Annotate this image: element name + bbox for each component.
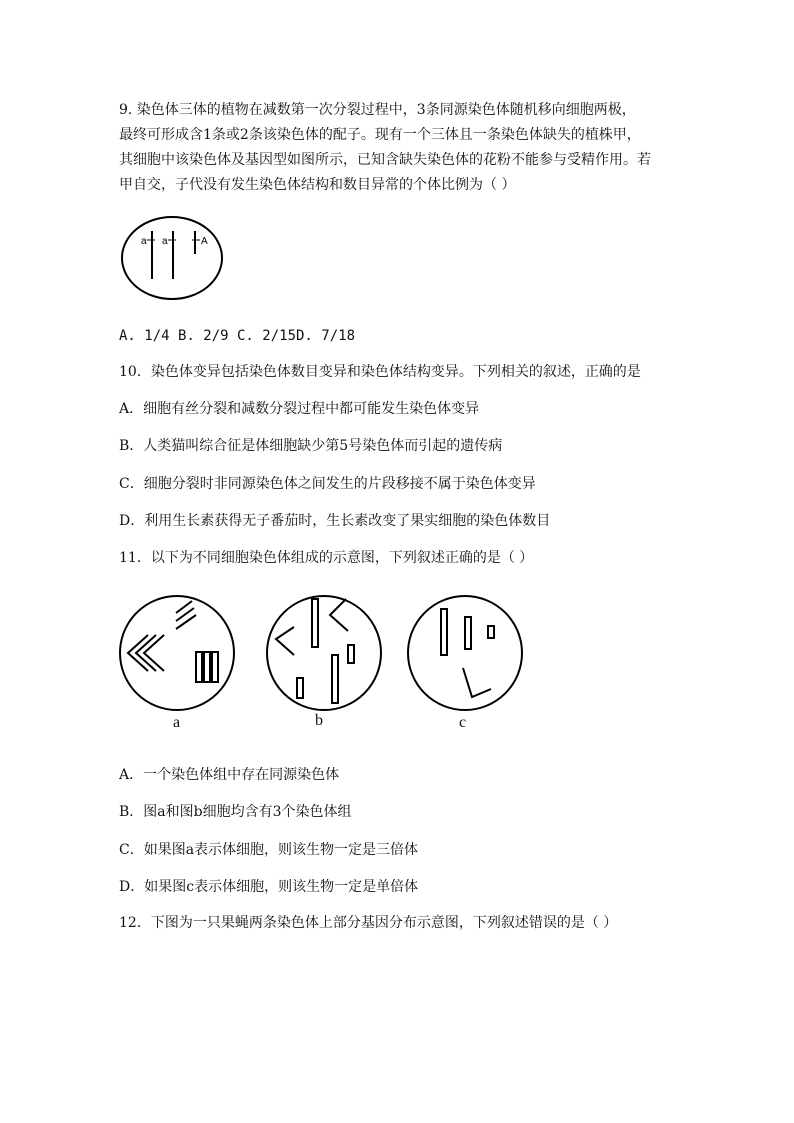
q9-stem-line-1: 9. 染色体三体的植物在减数第一次分裂过程中，3条同源染色体随机移向细胞两极， xyxy=(119,102,636,118)
q10-option-b: B．人类猫叫综合征是体细胞缺少第5号染色体而引起的遗传病 xyxy=(119,438,503,454)
q9-options: A. 1/4 B. 2/9 C. 2/15D. 7/18 xyxy=(119,328,356,344)
gene-label-A: A xyxy=(201,236,208,247)
q11-option-d: D．如果图c表示体细胞，则该生物一定是单倍体 xyxy=(119,879,419,895)
q9-chromosome-figure xyxy=(118,214,228,304)
q11-option-a: A．一个染色体组中存在同源染色体 xyxy=(119,767,340,783)
q11-option-b: B．图a和图b细胞均含有3个染色体组 xyxy=(119,804,352,820)
gene-label-a1: a xyxy=(141,236,147,247)
q9-stem-line-3: 其细胞中该染色体及基因型如图所示，已知含缺失染色体的花粉不能参与受精作用。若 xyxy=(119,152,651,168)
q9-stem-line-4: 甲自交，子代没有发生染色体结构和数目异常的个体比例为（ ） xyxy=(119,177,516,193)
q11-stem: 11．以下为不同细胞染色体组成的示意图，下列叙述正确的是（ ） xyxy=(119,550,534,566)
q11-cell-c xyxy=(406,593,526,713)
q10-option-d: D．利用生长素获得无子番茄时，生长素改变了果实细胞的染色体数目 xyxy=(119,513,551,529)
q11-cell-a xyxy=(118,593,238,713)
q10-option-c: C．细胞分裂时非同源染色体之间发生的片段移接不属于染色体变异 xyxy=(119,476,536,492)
q12-stem: 12．下图为一只果蝇两条染色体上部分基因分布示意图，下列叙述错误的是（ ） xyxy=(119,915,618,931)
q9-stem-line-2: 最终可形成含1条或2条该染色体的配子。现有一个三体且一条染色体缺失的植株甲， xyxy=(119,127,641,143)
q10-stem: 10．染色体变异包括染色体数目变异和染色体结构变异。下列相关的叙述，正确的是 xyxy=(119,364,641,380)
q11-cell-b-label: b xyxy=(315,712,323,729)
q11-cell-a-label: a xyxy=(173,714,181,731)
gene-label-a2: a xyxy=(162,236,168,247)
q11-option-c: C．如果图a表示体细胞，则该生物一定是三倍体 xyxy=(119,842,419,858)
q11-cell-b xyxy=(264,593,384,713)
q10-option-a: A．细胞有丝分裂和减数分裂过程中都可能发生染色体变异 xyxy=(119,401,480,417)
q11-cell-c-label: c xyxy=(459,714,467,731)
